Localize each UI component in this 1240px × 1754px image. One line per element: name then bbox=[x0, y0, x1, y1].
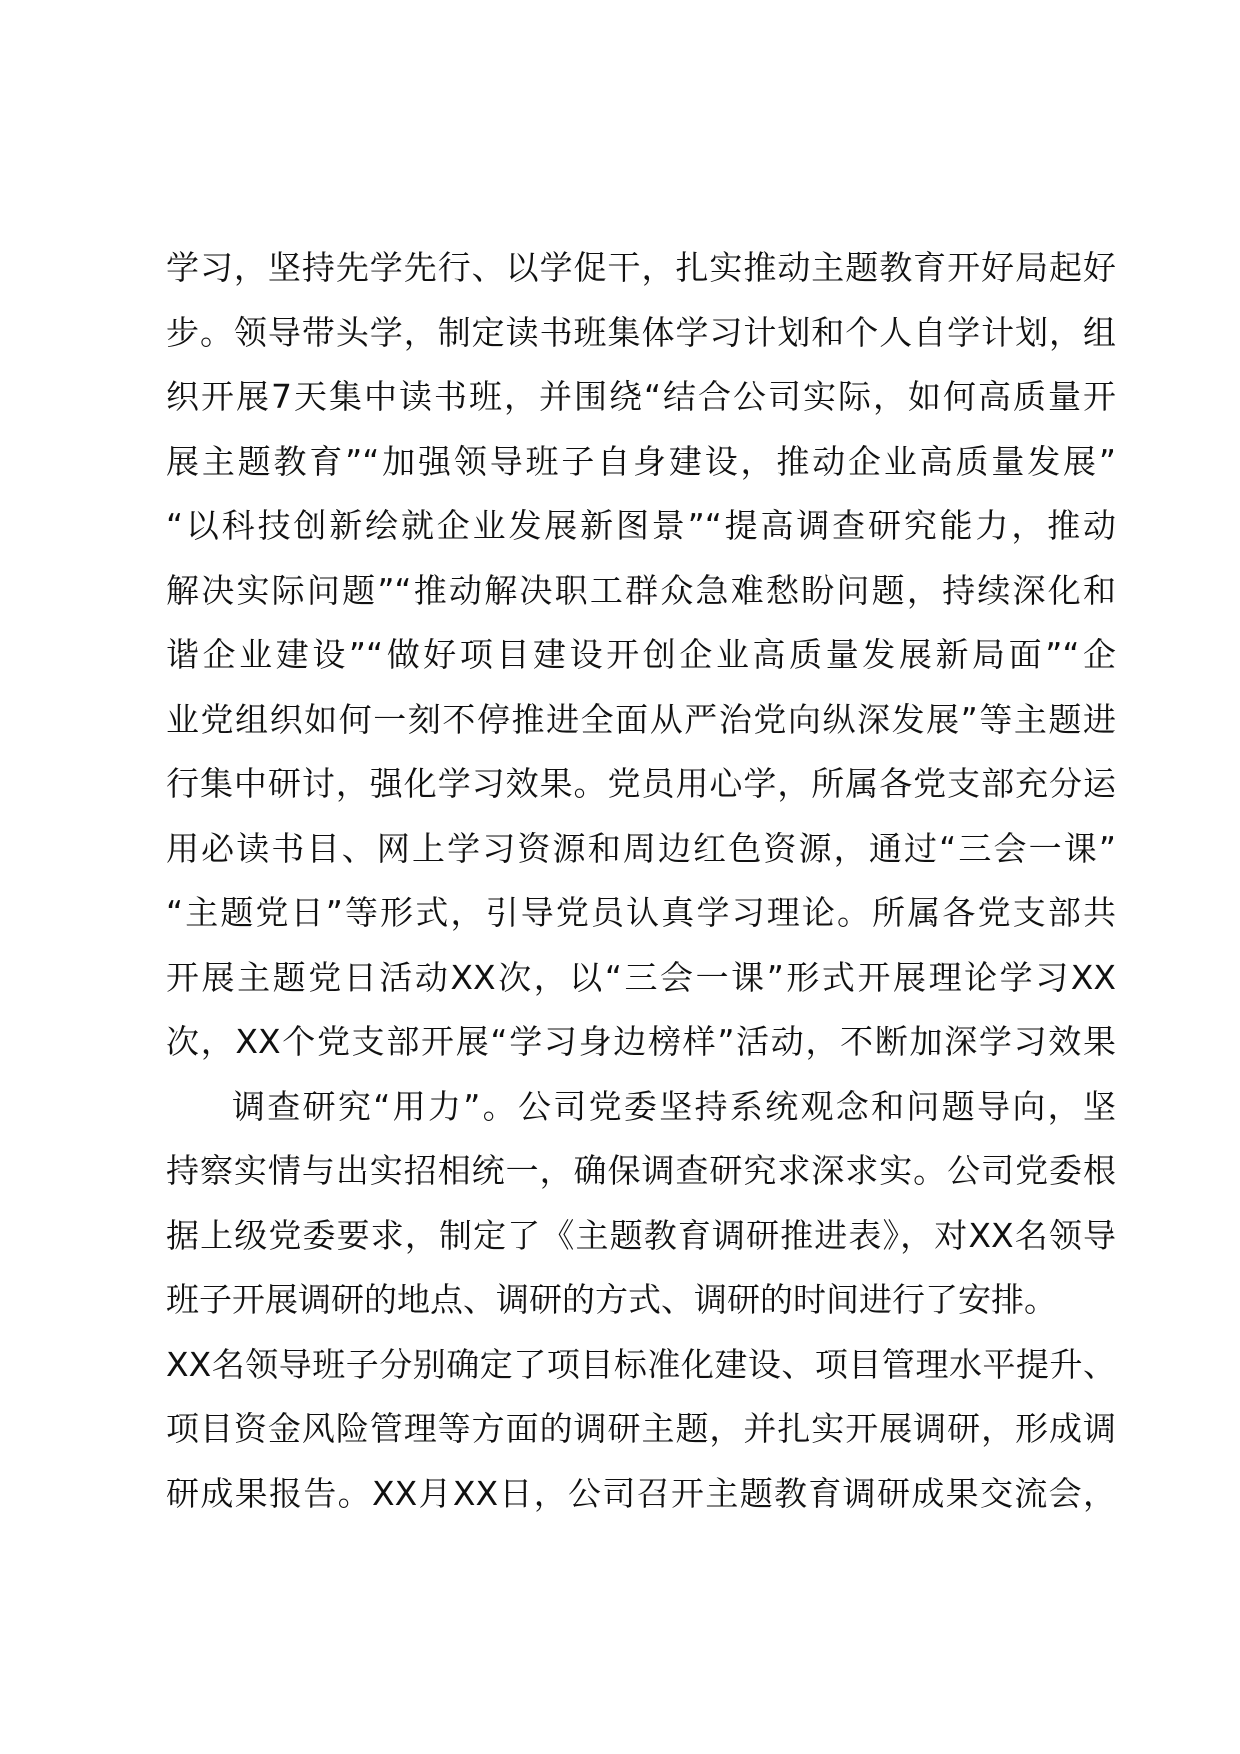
text-line: 业党组织如何一刻不停推进全面从严治党向纵深发展”等主题进 bbox=[166, 699, 1116, 739]
text-line: 据上级党委要求，制定了《主题教育调研推进表》，对XX名领导 bbox=[166, 1215, 1116, 1255]
text-line: 研成果报告。XX月XX日，公司召开主题教育调研成果交流会， bbox=[166, 1473, 1116, 1513]
text-line: 次，XX个党支部开展“学习身边榜样”活动，不断加深学习效果 bbox=[166, 1022, 1116, 1061]
text-line: 步。领导带头学，制定读书班集体学习计划和个人自学计划，组 bbox=[166, 312, 1116, 352]
text-line: 织开展7天集中读书班，并围绕“结合公司实际，如何高质量开 bbox=[166, 377, 1116, 416]
text-line: 用必读书目、网上学习资源和周边红色资源，通过“三会一课” bbox=[166, 828, 1116, 868]
text-line: 谐企业建设”“做好项目建设开创企业高质量发展新局面”“企 bbox=[166, 635, 1116, 674]
text-line: “主题党日”等形式，引导党员认真学习理论。所属各党支部共 bbox=[166, 893, 1116, 932]
text-line: 项目资金风险管理等方面的调研主题，并扎实开展调研，形成调 bbox=[166, 1409, 1116, 1448]
text-line: XX名领导班子分别确定了项目标准化建设、项目管理水平提升、 bbox=[166, 1344, 1116, 1384]
text-line: 展主题教育”“加强领导班子自身建设，推动企业高质量发展” bbox=[166, 441, 1116, 481]
text-line: 解决实际问题”“推动解决职工群众急难愁盼问题，持续深化和 bbox=[166, 570, 1116, 610]
text-line: 持察实情与出实招相统一，确保调查研究求深求实。公司党委根 bbox=[166, 1151, 1116, 1190]
text-line: 班子开展调研的地点、调研的方式、调研的时间进行了安排。 bbox=[166, 1280, 1057, 1319]
text-line: 学习，坚持先学先行、以学促干，扎实推动主题教育开好局起好 bbox=[166, 248, 1116, 287]
text-line: 调查研究“用力”。公司党委坚持系统观念和问题导向，坚 bbox=[232, 1086, 1116, 1126]
text-line: “以科技创新绘就企业发展新图景”“提高调查研究能力，推动 bbox=[166, 506, 1116, 545]
paragraph-study bbox=[166, 236, 1116, 1075]
text-line: 行集中研讨，强化学习效果。党员用心学，所属各党支部充分运 bbox=[166, 764, 1116, 803]
text-line: 开展主题党日活动XX次，以“三会一课”形式开展理论学习XX bbox=[166, 957, 1116, 997]
body-text bbox=[166, 236, 1116, 1526]
paragraph-research bbox=[166, 1075, 1116, 1527]
